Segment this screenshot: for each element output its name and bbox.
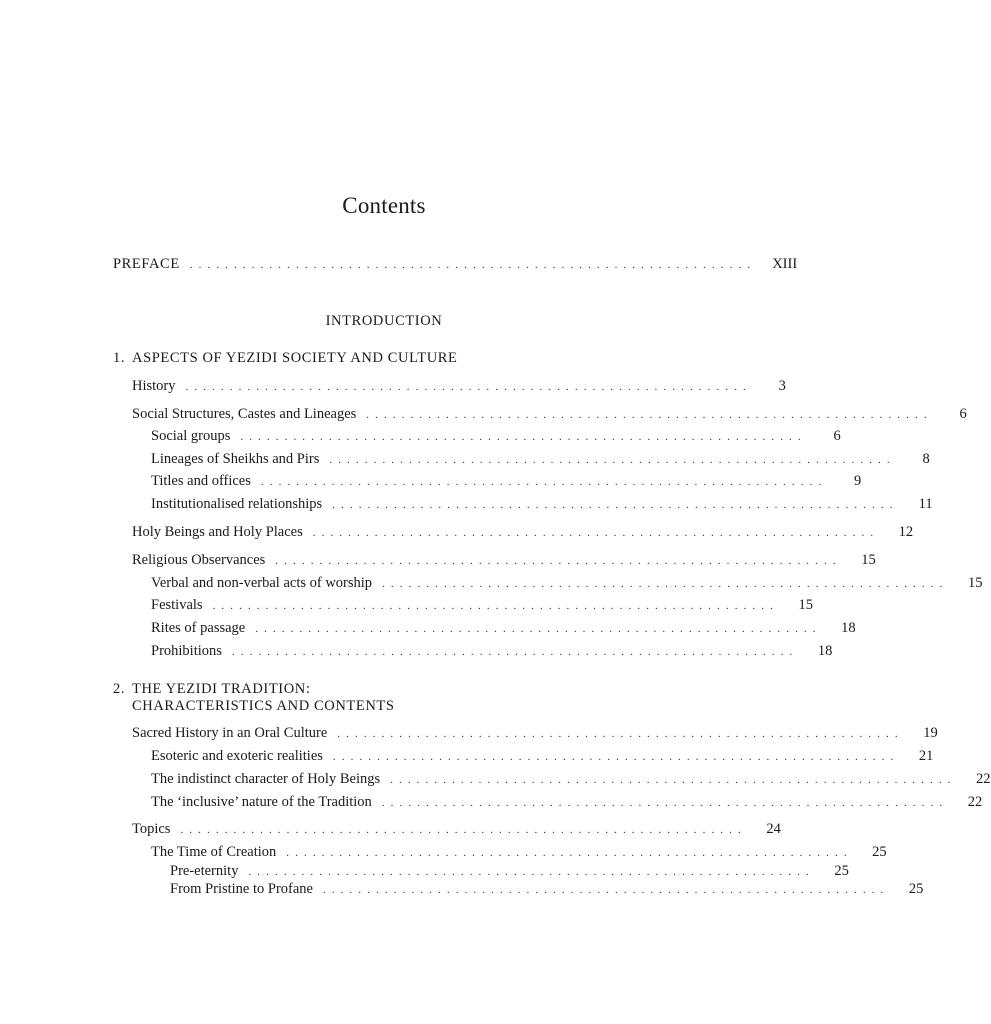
chapter-number: 1. (113, 350, 126, 366)
leader-dots: ................................................................ (260, 476, 828, 488)
toc-page: 22 (967, 794, 983, 810)
toc-label: Verbal and non-verbal acts of worship (151, 575, 373, 591)
toc-page: 25 (908, 881, 924, 897)
toc-page: 22 (976, 771, 991, 787)
toc-label: The indistinct character of Holy Beings (151, 771, 381, 787)
toc-label: Lineages of Sheikhs and Pirs (151, 451, 320, 467)
chapter-heading-2 (113, 681, 311, 698)
toc-entry[interactable] (151, 597, 813, 617)
leader-dots: ................................................................ (332, 499, 899, 511)
toc-label: Sacred History in an Oral Culture (132, 725, 328, 741)
toc-label: Rites of passage (151, 620, 246, 636)
toc-entry[interactable] (132, 552, 876, 572)
toc-page: 18 (841, 620, 856, 636)
toc-label: Social groups (151, 428, 231, 444)
page-title: Contents (342, 193, 426, 218)
leader-dots: ................................................................ (312, 527, 880, 539)
leader-dots: ................................................................ (366, 409, 933, 421)
chapter-title: ASPECTS OF YEZIDI SOCIETY AND CULTURE (132, 350, 458, 366)
toc-entry[interactable] (151, 794, 983, 814)
toc-entry[interactable] (132, 524, 914, 544)
toc-page: 3 (778, 378, 786, 394)
toc-label: Prohibitions (151, 643, 222, 659)
toc-entry[interactable] (151, 496, 933, 516)
toc-page: 24 (766, 821, 781, 837)
toc-label: From Pristine to Profane (170, 881, 313, 897)
toc-entry[interactable] (151, 575, 983, 595)
leader-dots: ................................................................ (322, 884, 890, 896)
toc-label: Esoteric and exoteric realities (151, 748, 323, 764)
toc-page: 8 (922, 451, 930, 467)
leader-dots: ................................................................ (180, 824, 747, 836)
leader-dots: ................................................................ (381, 797, 949, 809)
chapter-heading-2-line2: CHARACTERISTICS AND CONTENTS (132, 698, 395, 714)
toc-entry[interactable] (132, 406, 967, 426)
leader-dots: ................................................................ (332, 751, 900, 763)
toc-page: 25 (872, 844, 887, 860)
leader-dots: ................................................................ (248, 866, 815, 878)
toc-page: 15 (967, 575, 983, 591)
toc-label: History (132, 378, 176, 394)
toc-page: 21 (918, 748, 934, 764)
leader-dots: ................................................................ (329, 454, 896, 466)
toc-entry-preface[interactable] (113, 256, 798, 276)
toc-label: Religious Observances (132, 552, 266, 568)
leader-dots: ................................................................ (382, 578, 949, 590)
chapter-heading-1 (113, 350, 458, 367)
toc-page: 15 (798, 597, 813, 613)
toc-entry[interactable] (151, 844, 887, 864)
leader-dots: ................................................................ (337, 728, 904, 740)
chapter-title-line1: THE YEZIDI TRADITION: (132, 681, 311, 697)
toc-page: 12 (898, 524, 914, 540)
leader-dots: ................................................................ (255, 623, 822, 635)
leader-dots: ................................................................ (275, 555, 842, 567)
toc-entry[interactable] (132, 378, 786, 398)
toc-entry[interactable] (170, 881, 924, 901)
toc-label: Social Structures, Castes and Lineages (132, 406, 357, 422)
toc-label: PREFACE (113, 256, 180, 272)
toc-page: 19 (923, 725, 938, 741)
toc-page: 6 (833, 428, 841, 444)
toc-page: 11 (918, 496, 933, 512)
leader-dots: ................................................................ (189, 259, 757, 271)
leader-dots: ................................................................ (390, 774, 957, 786)
toc-entry[interactable] (151, 643, 833, 663)
toc-label: Festivals (151, 597, 203, 613)
toc-label: Institutionalised relationships (151, 496, 323, 512)
chapter-number: 2. (113, 681, 126, 697)
toc-label: Titles and offices (151, 473, 251, 489)
toc-page: 18 (817, 643, 833, 659)
toc-label: The ‘inclusive’ nature of the Tradition (151, 794, 372, 810)
toc-entry[interactable] (151, 620, 856, 640)
toc-page: 25 (834, 863, 849, 879)
toc-entry[interactable] (132, 725, 938, 745)
leader-dots: ................................................................ (212, 600, 779, 612)
toc-entry[interactable] (151, 451, 930, 471)
toc-label: The Time of Creation (151, 844, 277, 860)
toc-page: XIII (772, 256, 798, 272)
toc-entry[interactable] (170, 863, 849, 883)
toc-label: Holy Beings and Holy Places (132, 524, 303, 540)
toc-label: Topics (132, 821, 171, 837)
leader-dots: ................................................................ (240, 431, 807, 443)
toc-entry[interactable] (151, 473, 862, 493)
leader-dots: ................................................................ (231, 646, 799, 658)
toc-entry[interactable] (151, 771, 991, 791)
toc-page: 9 (854, 473, 862, 489)
toc-label: Pre-eternity (170, 863, 239, 879)
leader-dots: ................................................................ (185, 381, 752, 393)
toc-page: 15 (861, 552, 876, 568)
toc-entry[interactable] (151, 748, 934, 768)
section-heading-introduction: INTRODUCTION (325, 313, 443, 329)
toc-entry[interactable] (151, 428, 841, 448)
toc-entry[interactable] (132, 821, 781, 841)
leader-dots: ................................................................ (286, 847, 853, 859)
toc-page: 6 (959, 406, 967, 422)
